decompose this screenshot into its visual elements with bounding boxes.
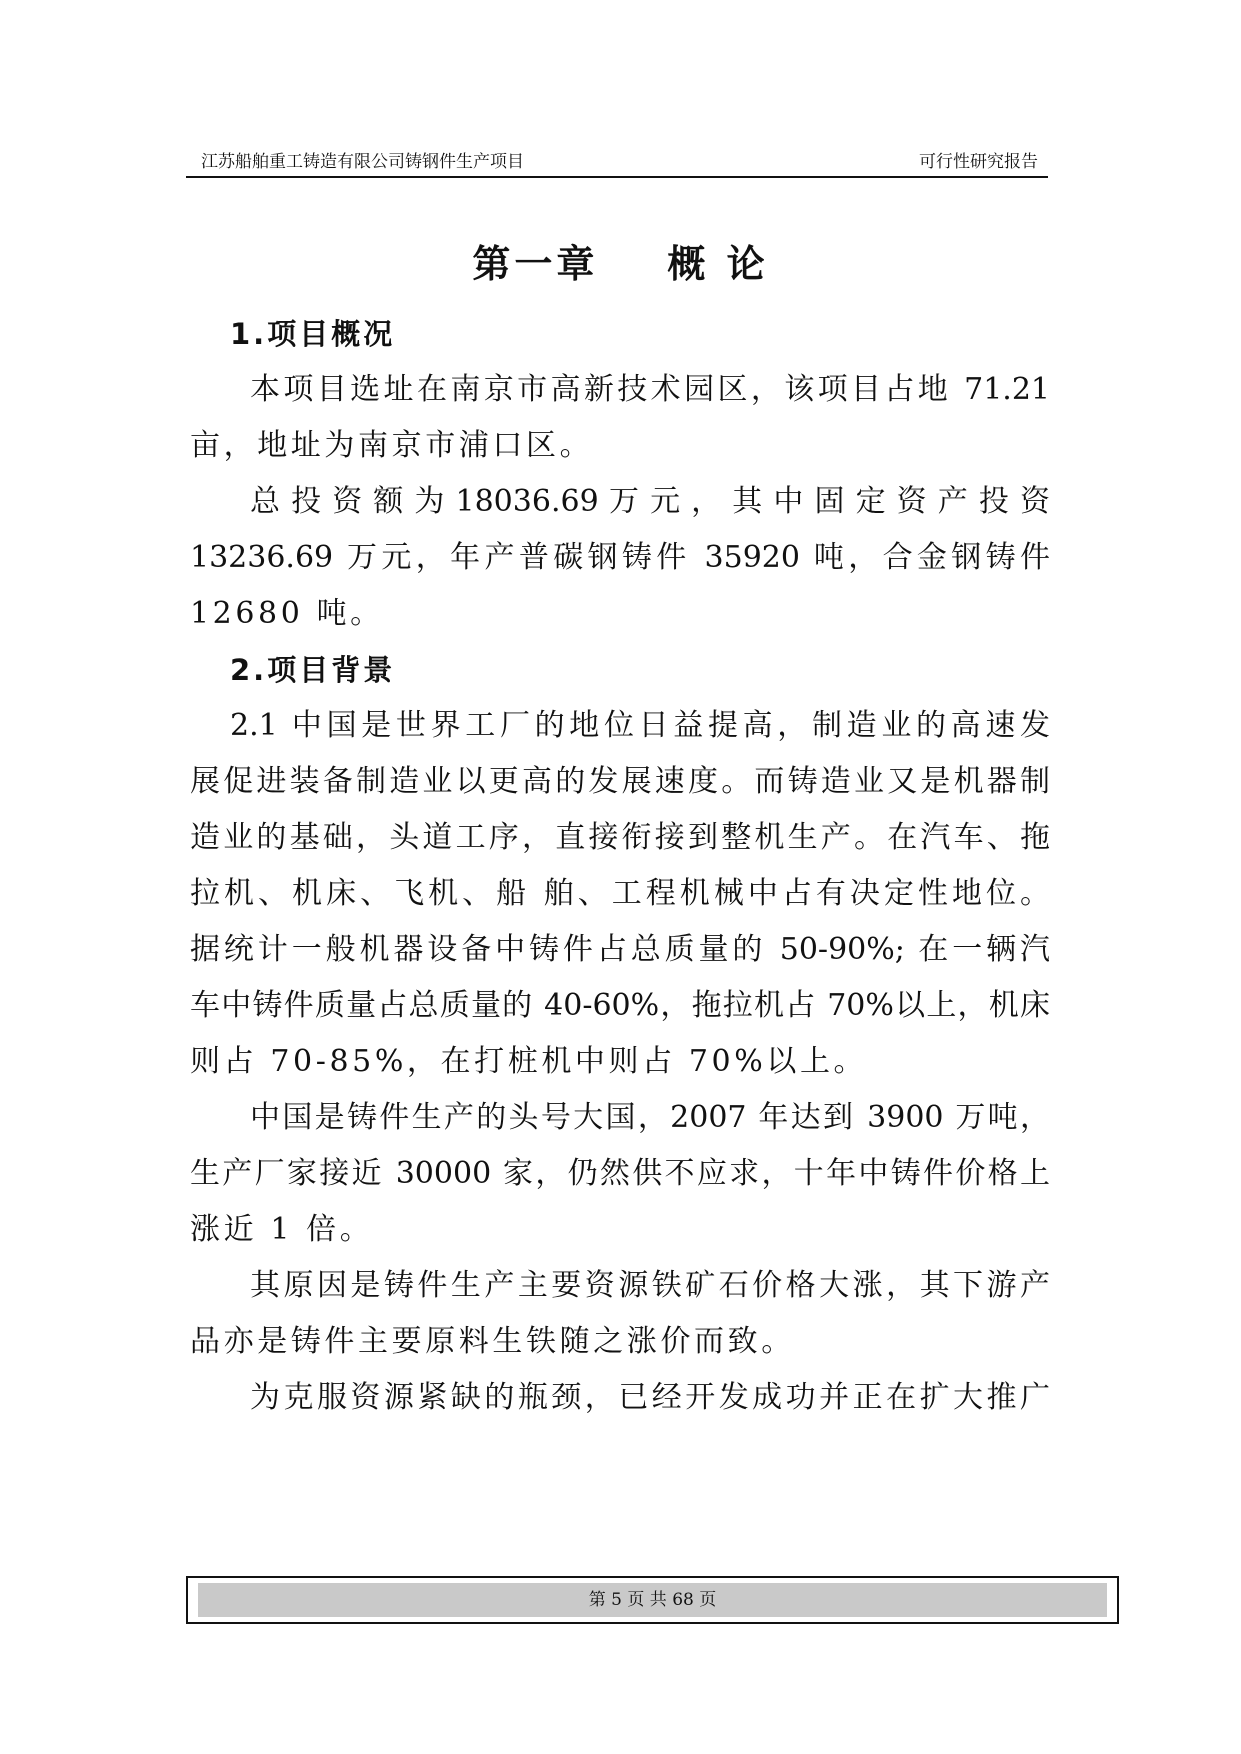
paragraph-line: 中国是铸件生产的头号大国，2007 年达到 3900 万吨， [250, 1100, 1050, 1135]
paragraph-line: 造业的基础，头道工序，直接衔接到整机生产。在汽车、拖 [190, 820, 1050, 855]
header-project-name: 江苏船舶重工铸造有限公司铸钢件生产项目 [201, 152, 524, 172]
paragraph-line: 13236.69 万元，年产普碳钢铸件 35920 吨，合金钢铸件 [190, 540, 1050, 575]
paragraph-line: 涨近 1 倍。 [190, 1212, 374, 1247]
paragraph-line: 2.1 中国是世界工厂的地位日益提高，制造业的高速发 [230, 708, 1050, 743]
paragraph-line: 生产厂家接近 30000 家，仍然供不应求，十年中铸件价格上 [190, 1156, 1050, 1191]
paragraph-line: 本项目选址在南京市高新技术园区，该项目占地 71.21 [250, 372, 1050, 407]
paragraph-line: 12680 吨。 [190, 596, 384, 631]
paragraph-line: 总 投 资 额 为 18036.69 万 元 ， 其 中 固 定 资 产 投 资 [250, 484, 1050, 519]
page-header [186, 150, 1048, 174]
paragraph-line: 其原因是铸件生产主要资源铁矿石价格大涨，其下游产 [250, 1268, 1050, 1303]
chapter-title: 第一章 概 论 [472, 242, 769, 286]
paragraph-line: 亩，地址为南京市浦口区。 [190, 428, 594, 463]
paragraph-line: 据统计一般机器设备中铸件占总质量的 50-90%; 在一辆汽 [190, 932, 1050, 967]
paragraph-line: 为克服资源紧缺的瓶颈，已经开发成功并正在扩大推广 [250, 1380, 1050, 1415]
header-report-type: 可行性研究报告 [919, 152, 1038, 172]
paragraph-line: 则占 70-85%，在打桩机中则占 70%以上。 [190, 1044, 868, 1079]
section-heading-2: 2.项目背景 [230, 653, 396, 687]
paragraph-line: 品亦是铸件主要原料生铁随之涨价而致。 [190, 1324, 795, 1359]
paragraph-line: 车中铸件质量占总质量的 40-60%，拖拉机占 70%以上，机床 [190, 988, 1050, 1023]
paragraph-line: 拉机、机床、飞机、船 舶、工程机械中占有决定性地位。 [190, 876, 1050, 911]
paragraph-line: 展促进装备制造业以更高的发展速度。而铸造业又是机器制 [190, 764, 1050, 799]
section-heading-1: 1.项目概况 [230, 317, 396, 351]
header-rule [186, 176, 1048, 178]
page-number: 第 5 页 共 68 页 [198, 1583, 1107, 1617]
page-footer [186, 1576, 1119, 1624]
